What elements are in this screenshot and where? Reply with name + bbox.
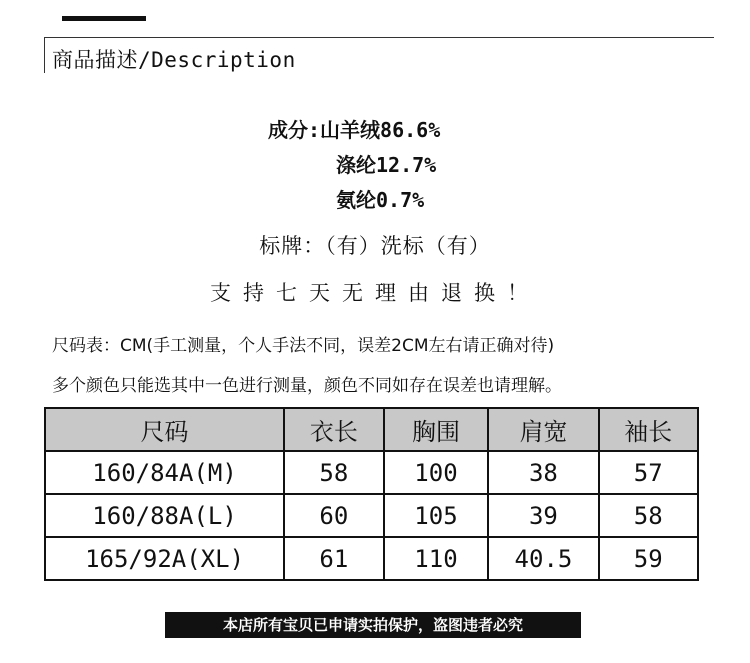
labels-line: 标牌：（有）洗标（有） <box>259 234 491 258</box>
cell-shoulder: 39 <box>488 494 598 537</box>
table-row <box>45 537 698 580</box>
header-length: 衣长 <box>284 408 383 451</box>
composition-line-3: 氨纶0.7% <box>336 188 425 212</box>
cell-size: 165/92A(XL) <box>45 537 284 580</box>
header-size: 尺码 <box>45 408 284 451</box>
table-row <box>45 451 698 494</box>
copyright-banner: 本店所有宝贝已申请实拍保护，盗图违者必究 <box>165 612 581 638</box>
size-note: 尺码表：CM(手工测量，个人手法不同，误差2CM左右请正确对待) <box>52 336 555 356</box>
top-accent-bar <box>62 16 146 21</box>
color-note: 多个颜色只能选其中一色进行测量，颜色不同如存在误差也请理解。 <box>52 376 562 396</box>
composition-line-2: 涤纶12.7% <box>336 153 437 177</box>
header-chest: 胸围 <box>384 408 489 451</box>
cell-sleeve: 58 <box>599 494 698 537</box>
cell-chest: 100 <box>384 451 489 494</box>
left-divider <box>44 37 45 73</box>
cell-chest: 105 <box>384 494 489 537</box>
cell-size: 160/84A(M) <box>45 451 284 494</box>
cell-sleeve: 59 <box>599 537 698 580</box>
cell-length: 61 <box>284 537 383 580</box>
cell-length: 58 <box>284 451 383 494</box>
header-shoulder: 肩宽 <box>488 408 598 451</box>
cell-length: 60 <box>284 494 383 537</box>
table-header-row <box>45 408 698 451</box>
cell-sleeve: 57 <box>599 451 698 494</box>
composition-line-1: 成分:山羊绒86.6% <box>268 118 441 142</box>
cell-shoulder: 38 <box>488 451 598 494</box>
section-title: 商品描述/Description <box>52 48 296 72</box>
top-divider <box>44 37 714 38</box>
cell-size: 160/88A(L) <box>45 494 284 537</box>
returns-policy: 支持七天无理由退换！ <box>210 281 540 305</box>
size-table <box>44 407 699 581</box>
cell-shoulder: 40.5 <box>488 537 598 580</box>
header-sleeve: 袖长 <box>599 408 698 451</box>
cell-chest: 110 <box>384 537 489 580</box>
table-row <box>45 494 698 537</box>
